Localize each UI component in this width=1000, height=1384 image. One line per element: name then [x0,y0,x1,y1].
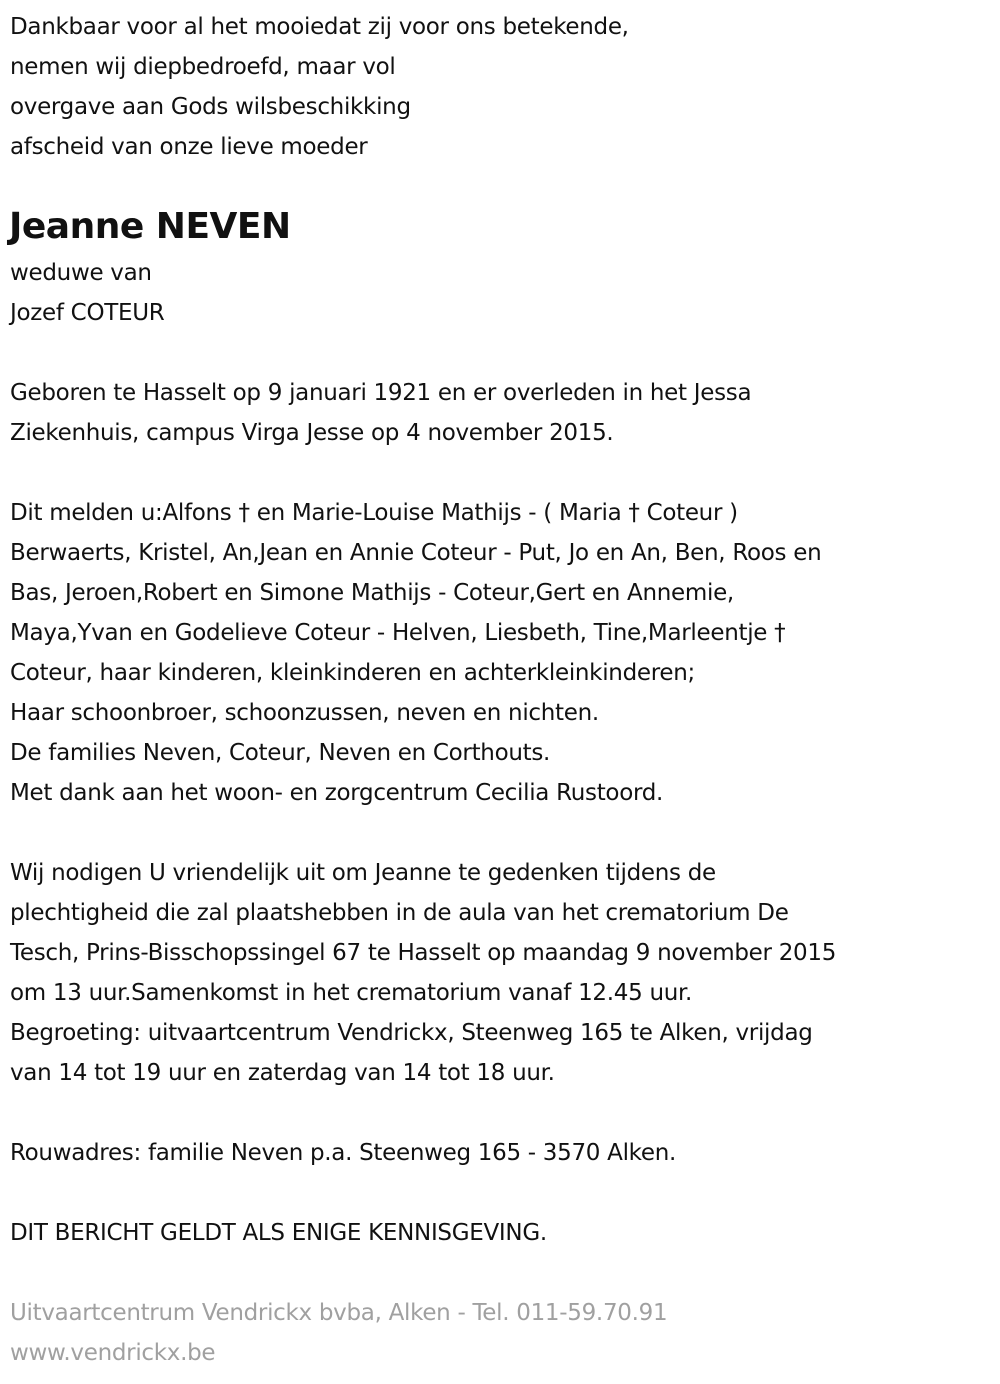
intro-line: afscheid van onze lieve moeder [10,134,368,160]
ceremony-line: plechtigheid die zal plaatshebben in de aula van het crematorium De [10,900,789,926]
family-line: Maya,Yvan en Godelieve Coteur - Helven, Liesbeth, Tine,Marleentje † [10,620,786,646]
intro-line: nemen wij diepbedroefd, maar vol [10,54,396,80]
ceremony-line: Tesch, Prins-Bisschopssingel 67 te Hasselt op maandag 9 november 2015 [10,940,837,966]
family-line: Coteur, haar kinderen, kleinkinderen en achterkleinkinderen; [10,660,695,686]
family-line: Berwaerts, Kristel, An,Jean en Annie Coteur - Put, Jo en An, Ben, Roos en [10,540,822,566]
family-line: Dit melden u:Alfons † en Marie-Louise Mathijs - ( Maria † Coteur ) [10,500,738,526]
footer-line[interactable]: www.vendrickx.be [10,1340,216,1366]
footer-line: Uitvaartcentrum Vendrickx bvba, Alken - Tel. 011-59.70.91 [10,1300,668,1326]
family-line: Met dank aan het woon- en zorgcentrum Cecilia Rustoord. [10,780,664,806]
birth-death-info [10,373,751,453]
family-line: Bas, Jeroen,Robert en Simone Mathijs - Coteur,Gert en Annemie, [10,580,734,606]
ceremony-line: om 13 uur.Samenkomst in het crematorium vanaf 12.45 uur. [10,980,693,1006]
deceased-name: Jeanne NEVEN [9,206,291,247]
intro-text [10,7,629,167]
family-line: Haar schoonbroer, schoonzussen, neven en nichten. [10,700,599,726]
intro-line: Dankbaar voor al het mooiedat zij voor ons betekende, [10,14,629,40]
intro-line: overgave aan Gods wilsbeschikking [10,94,411,120]
birth-line: Geboren te Hasselt op 9 januari 1921 en er overleden in het Jessa [10,380,752,406]
notice [10,1213,547,1253]
ceremony-line: Begroeting: uitvaartcentrum Vendrickx, Steenweg 165 te Alken, vrijdag [10,1020,813,1046]
widow-line: weduwe van [10,260,152,286]
notice-line: DIT BERICHT GELDT ALS ENIGE KENNISGEVING. [10,1220,547,1246]
widow-of [10,253,164,333]
ceremony-line: van 14 tot 19 uur en zaterdag van 14 tot 18 uur. [10,1060,555,1086]
ceremony-line: Wij nodigen U vriendelijk uit om Jeanne te gedenken tijdens de [10,860,716,886]
birth-line: Ziekenhuis, campus Virga Jesse op 4 november 2015. [10,420,614,446]
family-list [10,493,821,813]
mourning-address [10,1133,676,1173]
funeral-home-footer [10,1293,667,1373]
ceremony-info [10,853,836,1093]
address-line: Rouwadres: familie Neven p.a. Steenweg 165 - 3570 Alken. [10,1140,677,1166]
family-line: De families Neven, Coteur, Neven en Corthouts. [10,740,551,766]
widow-line: Jozef COTEUR [10,300,165,326]
